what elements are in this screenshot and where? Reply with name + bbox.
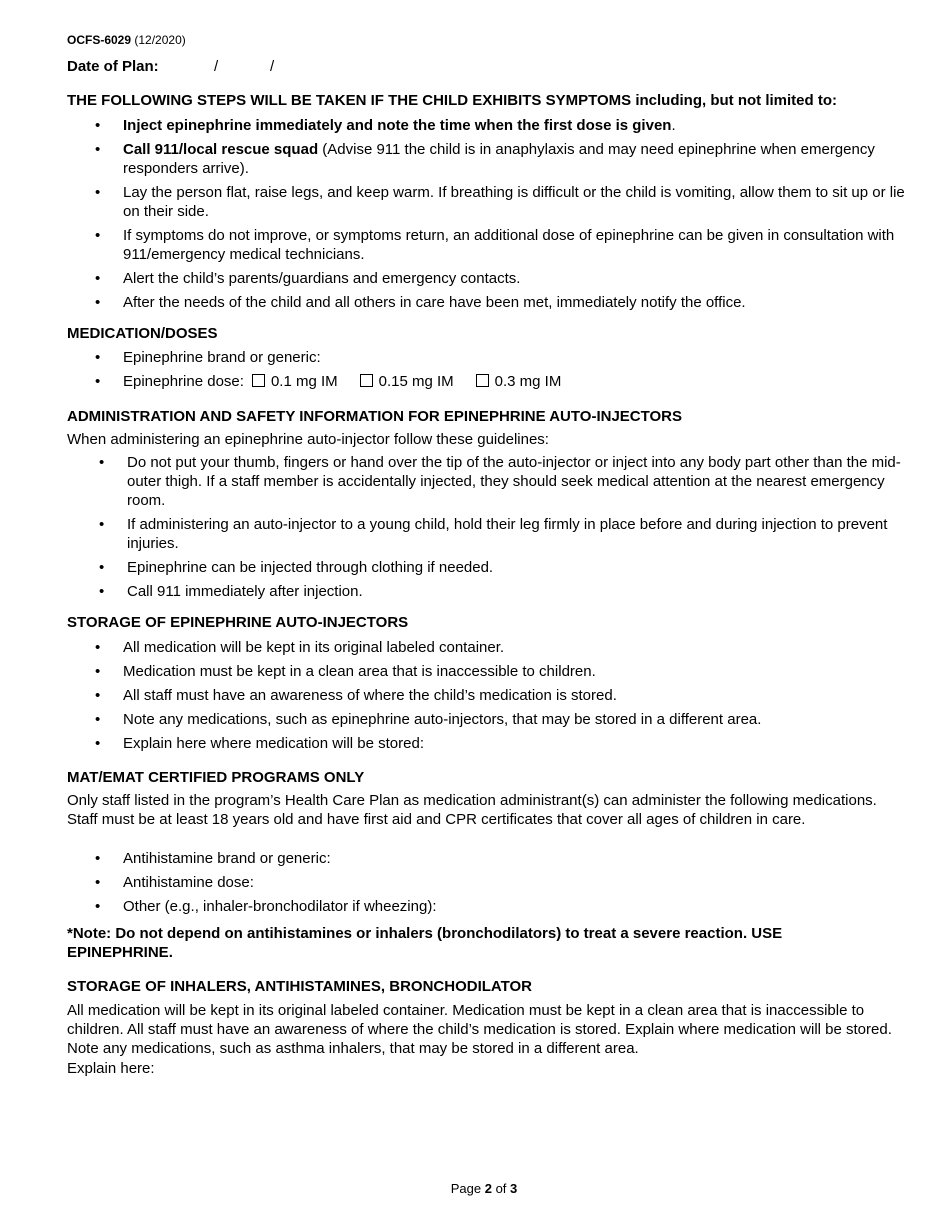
mat-heading: MAT/EMAT CERTIFIED PROGRAMS ONLY: [67, 769, 365, 786]
form-header: [67, 33, 186, 48]
steps-heading: THE FOLLOWING STEPS WILL BE TAKEN IF THE CHILD EXHIBITS SYMPTOMS including, but not limited to:: [67, 92, 837, 109]
date-of-plan-label: Date of Plan:: [67, 58, 159, 75]
steps-list: [67, 116, 912, 317]
list-item: • All staff must have an awareness of where the child’s medication is stored.: [95, 687, 617, 704]
admin-intro: When administering an epinephrine auto-injector follow these guidelines:: [67, 431, 549, 448]
list-item: • If administering an auto-injector to a young child, hold their leg firmly in place before and during injection to prevent injuries.: [99, 516, 888, 552]
checkbox-dose-0-1[interactable]: [252, 374, 265, 387]
list-item: • If symptoms do not improve, or symptoms return, an additional dose of epinephrine can be given in consultation with 911/emergency medical technicians.: [95, 227, 895, 263]
list-item: • Do not put your thumb, fingers or hand over the tip of the auto-injector or inject into any body part other than the mid-outer thigh. If a staff member is accidentally injected, they should seek medical attention at the nearest emergency room.: [99, 454, 901, 509]
list-item: • Call 911/local rescue squad (Advise 911 the child is in anaphylaxis and may need epinephrine when emergency responders arrive).: [95, 141, 875, 177]
form-date: (12/2020): [134, 33, 186, 47]
epinephrine-note: *Note: Do not depend on antihistamines or inhalers (bronchodilators) to treat a severe reaction. USE EPINEPHRINE.: [67, 925, 783, 961]
medication-heading: MEDICATION/DOSES: [67, 325, 218, 342]
list-item: • Other (e.g., inhaler-bronchodilator if wheezing):: [95, 898, 437, 915]
list-item: • Antihistamine brand or generic:: [95, 850, 331, 867]
list-item: • Note any medications, such as epinephrine auto-injectors, that may be stored in a different area.: [95, 711, 762, 728]
list-item: • Alert the child’s parents/guardians and emergency contacts.: [95, 270, 521, 287]
storage-list: [67, 638, 912, 758]
explain-here-label: Explain here:: [67, 1060, 155, 1077]
admin-heading: ADMINISTRATION AND SAFETY INFORMATION FOR EPINEPHRINE AUTO-INJECTORS: [67, 408, 683, 425]
list-item: • Medication must be kept in a clean area that is inaccessible to children.: [95, 663, 596, 680]
date-of-plan-row: [67, 57, 275, 76]
list-item: • Call 911 immediately after injection.: [99, 583, 363, 600]
form-id: OCFS-6029: [67, 33, 132, 47]
date-separator: /: [214, 58, 219, 75]
checkbox-dose-0-15[interactable]: [360, 374, 373, 387]
list-item: • Lay the person flat, raise legs, and keep warm. If breathing is difficult or the child is vomiting, allow them to sit up or lie on their side.: [95, 184, 905, 220]
list-item: • Inject epinephrine immediately and note the time when the first dose is given.: [95, 117, 676, 134]
list-item: • Antihistamine dose:: [95, 874, 254, 891]
medication-list: [67, 348, 912, 396]
mat-list: [67, 849, 912, 921]
admin-list: [67, 453, 912, 606]
mat-intro: Only staff listed in the program’s Health Care Plan as medication administrant(s) can administer the following medications. Staff must be at least 18 years old and have first aid and CPR certificates that cover all ages of children in care.: [67, 792, 877, 828]
list-item: • Epinephrine brand or generic:: [95, 349, 321, 366]
date-separator: /: [270, 58, 275, 75]
storage2-body: All medication will be kept in its original labeled container. Medication must be kept in a clean area that is inaccessible to children. All staff must have an awareness of where the child’s medication is stored. Explain where medication will be stored. Note any medications, such as asthma inhalers, that may be stored in a different area.: [67, 1002, 892, 1057]
storage-heading: STORAGE OF EPINEPHRINE AUTO-INJECTORS: [67, 614, 409, 631]
dose-row: • Epinephrine dose: 0.1 mg IM 0.15 mg IM 0.3 mg IM: [95, 373, 562, 390]
page-number: Page 2 of 3: [450, 1181, 518, 1196]
list-item: • After the needs of the child and all others in care have been met, immediately notify the office.: [95, 294, 746, 311]
list-item: • Epinephrine can be injected through clothing if needed.: [99, 559, 494, 576]
list-item: • All medication will be kept in its original labeled container.: [95, 639, 505, 656]
list-item: • Explain here where medication will be stored:: [95, 735, 424, 752]
checkbox-dose-0-3[interactable]: [476, 374, 489, 387]
storage2-heading: STORAGE OF INHALERS, ANTIHISTAMINES, BRONCHODILATOR: [67, 978, 533, 995]
